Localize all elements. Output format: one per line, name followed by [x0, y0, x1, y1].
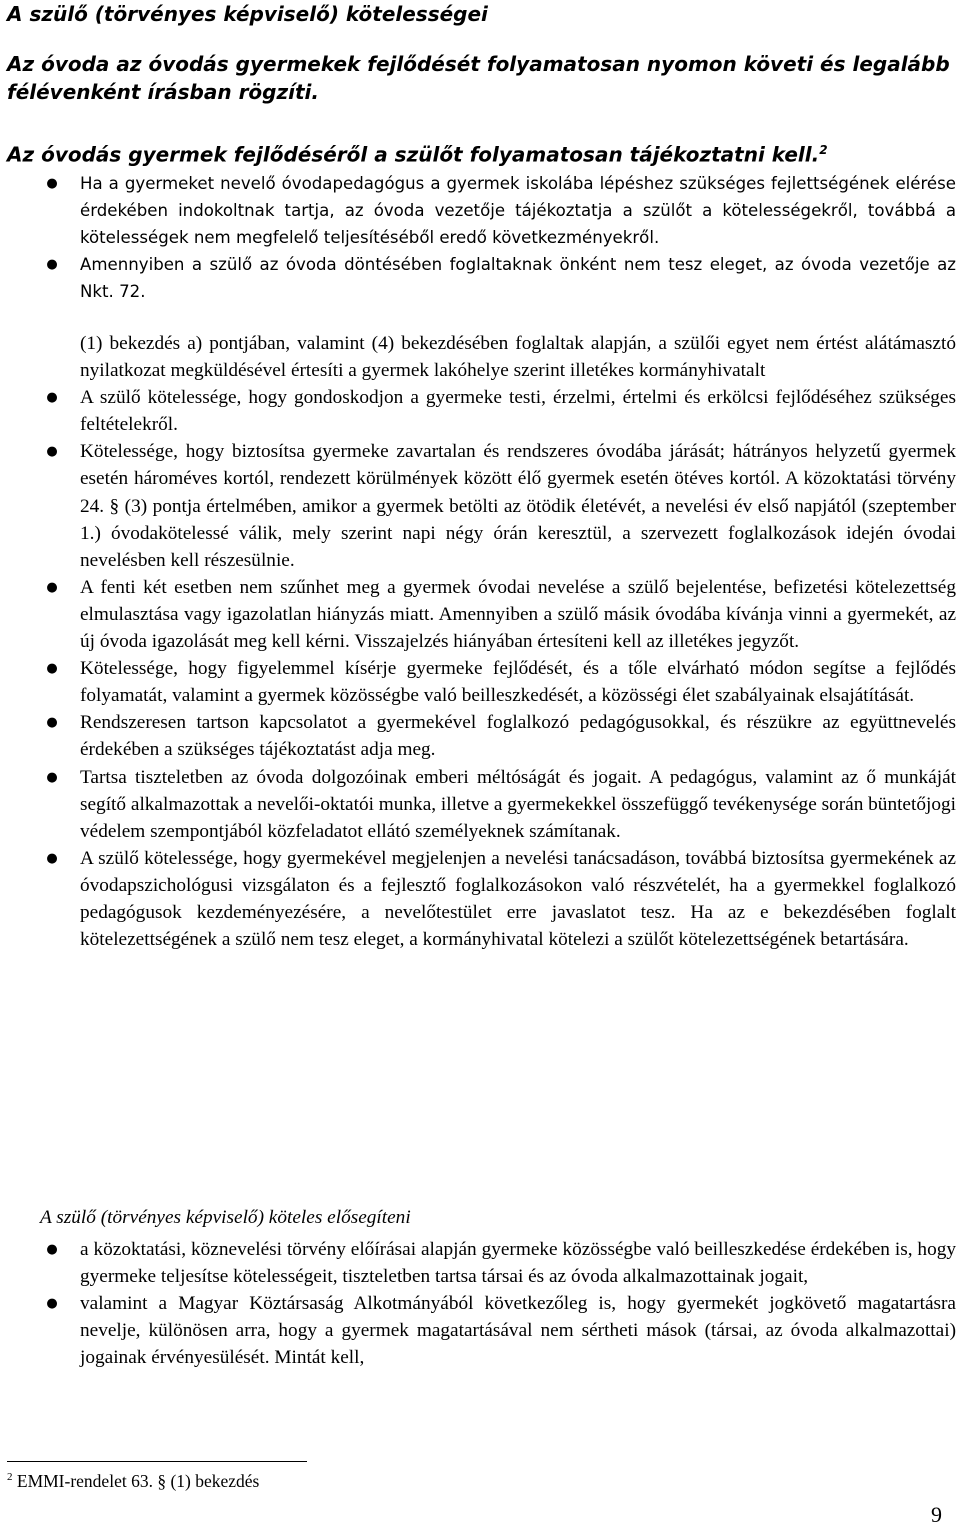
list-item-text: Ha a gyermeket nevelő óvodapedagógus a gyermek iskolába lépéshez szükséges fejlettségének elérése érdekében indokoltnak tartja, az óvoda vezetője tájékoztatja a szülőt a kötelességekről, továbbá a kötelességek nem megfelelő teljesítéséből eredő következményekről.: [80, 174, 956, 247]
list-item-text: valamint a Magyar Köztársaság Alkotmányából következőleg is, hogy gyermekét jogkövető magatartásra nevelje, különösen arra, hogy a gyermek magatartásával nem sértheti mások (társai, az óvoda alkalmazottai) jogainak érvényesülését. Mintát kell,: [80, 1293, 956, 1369]
bullet-icon: ●: [46, 176, 58, 191]
bullet-icon: ●: [46, 444, 58, 460]
page-number: 9: [931, 1502, 942, 1527]
list-item-text: Tartsa tiszteletben az óvoda dolgozóinak emberi méltóságát és jogait. A pedagógus, valamint az ő munkáját segítő alkalmazottak a nevelői-oktatói munka, illetve a gyermekekkel összefüggő tevékenysége során büntetőjogi védelem szempontjából közfeladatot ellátó személyeknek számítanak.: [80, 766, 956, 842]
page-heading: A szülő (törvényes képviselő) kötelességei: [7, 2, 488, 26]
support-list: [40, 1236, 956, 1371]
bullet-icon: ●: [46, 390, 58, 406]
list-item-text: A szülő kötelessége, hogy gondoskodjon a gyermeke testi, érzelmi, értelmi és erkölcsi fejlődéséhez szükséges feltételekről.: [80, 387, 956, 436]
duties-list: [40, 330, 956, 953]
bullet-icon: ●: [46, 1296, 58, 1312]
list-item: [40, 845, 956, 953]
list-item: [40, 709, 956, 763]
footnote-text: EMMI-rendelet 63. § (1) bekezdés: [16, 1470, 260, 1491]
list-item-continuation: [40, 330, 956, 384]
section-heading: A szülő (törvényes képviselő) köteles elősegíteni: [40, 1207, 411, 1228]
list-item: [40, 251, 956, 305]
footnote-ref: 2: [819, 143, 828, 157]
list-item: [40, 438, 956, 573]
bullet-icon: ●: [46, 257, 58, 272]
list-item-text: Kötelessége, hogy figyelemmel kísérje gyermeke fejlődését, és a tőle elvárható módon segítse a fejlődés folyamatát, valamint a gyermek közösségbe való beilleszkedését, a közösségi élet szabályainak elsajátítását.: [80, 658, 956, 707]
list-item-text: a közoktatási, köznevelési törvény előírásai alapján gyermeke közösségbe való beilleszkedése érdekében is, hogy gyermeke teljesítse kötelességeit, tiszteletben tartsa társai és az óvoda alkalmazottainak jogait,: [80, 1239, 956, 1288]
list-item-text: A fenti két esetben nem szűnhet meg a gyermek óvodai nevelése a szülő bejelentése, befizetési kötelezettség elmulasztása vagy igazolatlan hiányzás miatt. Amennyiben a szülő másik óvodába kívánja vinni a gyermekét, az új óvoda igazolását meg kell kérni. Visszajelzés hiányában értesíteni kell az illetékes jegyzőt.: [80, 576, 956, 653]
list-item-text: Rendszeresen tartson kapcsolatot a gyermekével foglalkozó pedagógusokkal, és részükre az együttnevelés érdekében a szükséges tájékoztatást adja meg.: [80, 712, 956, 761]
info-statement: [7, 136, 828, 169]
list-item: [40, 764, 956, 845]
bullet-icon: ●: [46, 715, 58, 731]
list-item: [40, 1236, 956, 1290]
list-item: [40, 1290, 956, 1371]
list-item: [40, 574, 956, 655]
footnote-mark: 2: [7, 1471, 13, 1483]
list-item: [40, 655, 956, 709]
list-item: [40, 170, 956, 251]
bullet-icon: ●: [46, 579, 58, 595]
bullet-icon: ●: [46, 769, 58, 785]
list-item: [40, 384, 956, 438]
footnote-divider: [7, 1461, 307, 1462]
list-item-text: (1) bekezdés a) pontjában, valamint (4) bekezdésében foglaltak alapján, a szülői egyet nem értést alátámasztó nyilatkozat megküldésével értesíti a gyermek lakóhelye szerint illetékes kormányhivatalt: [80, 333, 956, 382]
bullet-icon: ●: [46, 1242, 58, 1257]
list-item-text: Amennyiben a szülő az óvoda döntésében foglaltaknak önként nem tesz eleget, az óvoda vezetője az Nkt. 72.: [80, 255, 956, 301]
info-statement-text: Az óvodás gyermek fejlődéséről a szülőt folyamatosan tájékoztatni kell.: [7, 142, 820, 167]
bullet-icon: ●: [46, 850, 58, 866]
bullet-icon: ●: [46, 661, 58, 677]
list-item-text: Kötelessége, hogy biztosítsa gyermeke zavartalan és rendszeres óvodába járását; hátrányos helyzetű gyermek esetén hároméves kortól, rendezett körülmények között élő gyermek esetén ötéves kortól. A közoktatási törvény 24. § (3) pontja értelmében, amikor a gyermek betölti az ötödik életévét, a nevelési év első napjától (szeptember 1.) óvodakötelessé válik, mely szerint napi négy órán keresztül, a szervezett foglalkozások idején óvodai nevelésben kell részesülnie.: [80, 441, 956, 571]
footnote: [7, 1466, 259, 1492]
list-item-text: A szülő kötelessége, hogy gyermekével megjelenjen a nevelési tanácsadáson, továbbá biztosítsa gyermekének az óvodapszichológusi vizsgálaton és a fejlesztő foglalkozásokon való részvételét, ha a gyermekkel foglalkozó pedagógusok kezdeményezésére, a nevelőtestület erre javaslatot tesz. Ha az e bekezdésében foglalt kötelezettségének a szülő nem tesz eleget, a kormányhivatal kötelezi a szülőt kötelezettségének betartására.: [80, 847, 956, 951]
duties-list-verdana: [40, 170, 956, 305]
intro-statement: Az óvoda az óvodás gyermekek fejlődését folyamatosan nyomon követi és legalább félévenként írásban rögzíti.: [7, 52, 950, 104]
